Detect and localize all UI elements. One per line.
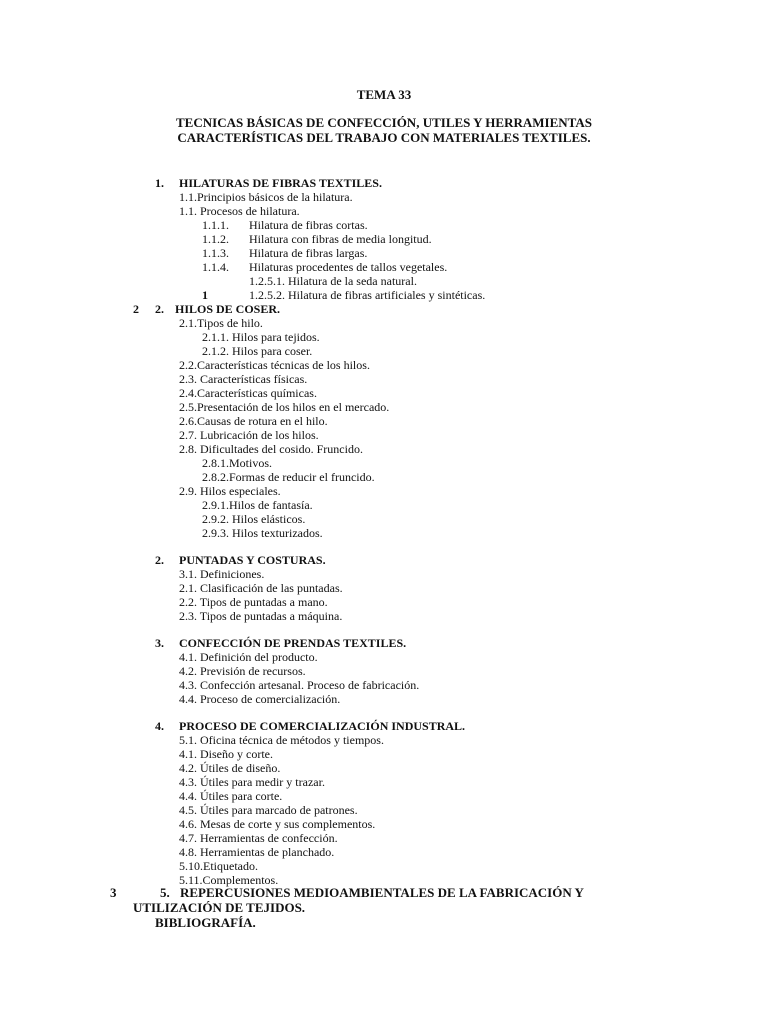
toc-item: 4.6. Mesas de corte y sus complementos. <box>179 817 376 831</box>
toc-item-number: 1.1.4. <box>202 260 229 274</box>
section-4-heading: CONFECCIÓN DE PRENDAS TEXTILES. <box>179 636 407 650</box>
page-title: TEMA 33 <box>356 87 412 102</box>
toc-item: 5.1. Oficina técnica de métodos y tiempos. <box>179 733 384 747</box>
section-6-number: 5. <box>160 885 170 900</box>
toc-item: 2.2. Tipos de puntadas a mano. <box>179 595 328 609</box>
margin-marker: 3 <box>110 885 117 900</box>
toc-item: 4.1. Definición del producto. <box>179 650 318 664</box>
section-6-heading-line-1: REPERCUSIONES MEDIOAMBIENTALES DE LA FABRICACIÓN Y <box>180 885 584 900</box>
toc-item: 2.7. Lubricación de los hilos. <box>179 428 319 442</box>
toc-item: 2.3. Características físicas. <box>179 372 308 386</box>
toc-item-number: 1.1.1. <box>202 218 229 232</box>
toc-item: 4.3. Confección artesanal. Proceso de fabricación. <box>179 678 420 692</box>
toc-item: 4.8. Herramientas de planchado. <box>179 845 335 859</box>
toc-item: 2.8.2.Formas de reducir el fruncido. <box>202 470 375 484</box>
section-5-number: 4. <box>155 719 164 733</box>
toc-item: Hilatura de fibras largas. <box>249 246 368 260</box>
toc-item: 2.2.Características técnicas de los hilos. <box>179 358 370 372</box>
section-1-number: 1. <box>155 176 164 190</box>
toc-item: 4.7. Herramientas de confección. <box>179 831 338 845</box>
section-2-number: 2. <box>155 302 164 316</box>
toc-item: 2.9.3. Hilos texturizados. <box>202 526 323 540</box>
toc-item-number: 1.1.2. <box>202 232 229 246</box>
section-4-number: 3. <box>155 636 164 650</box>
toc-item-number: 1.1.3. <box>202 246 229 260</box>
toc-item: 4.1. Diseño y corte. <box>179 747 273 761</box>
subtitle-line-2: CARACTERÍSTICAS DEL TRABAJO CON MATERIALES TEXTILES. <box>177 130 591 145</box>
toc-item: 2.8. Dificultades del cosido. Fruncido. <box>179 442 363 456</box>
toc-item: 4.4. Útiles para corte. <box>179 789 283 803</box>
toc-item: 2.9. Hilos especiales. <box>179 484 281 498</box>
toc-item: 2.6.Causas de rotura en el hilo. <box>179 414 328 428</box>
margin-marker: 2 <box>133 302 139 316</box>
bibliography-heading: BIBLIOGRAFÍA. <box>155 915 256 930</box>
section-3-heading: PUNTADAS Y COSTURAS. <box>179 553 326 567</box>
toc-item: Hilaturas procedentes de tallos vegetales. <box>249 260 448 274</box>
toc-item: 2.1. Clasificación de las puntadas. <box>179 581 343 595</box>
toc-item: 2.1.1. Hilos para tejidos. <box>202 330 320 344</box>
toc-item: 5.10.Etiquetado. <box>179 859 258 873</box>
toc-item: 4.2. Útiles de diseño. <box>179 761 281 775</box>
toc-item: 2.3. Tipos de puntadas a máquina. <box>179 609 343 623</box>
toc-item: 4.3. Útiles para medir y trazar. <box>179 775 325 789</box>
toc-item: Hilatura con fibras de media longitud. <box>249 232 432 246</box>
section-6-heading-line-2: UTILIZACIÓN DE TEJIDOS. <box>133 900 306 915</box>
toc-item: 2.5.Presentación de los hilos en el mercado. <box>179 400 390 414</box>
margin-marker: 1 <box>202 288 208 302</box>
toc-item: Hilatura de fibras cortas. <box>249 218 368 232</box>
section-2-heading: HILOS DE COSER. <box>175 302 281 316</box>
section-5-heading: PROCESO DE COMERCIALIZACIÓN INDUSTRAL. <box>179 719 466 733</box>
section-3-number: 2. <box>155 553 164 567</box>
section-1-heading: HILATURAS DE FIBRAS TEXTILES. <box>179 176 382 190</box>
toc-item: 4.4. Proceso de comercialización. <box>179 692 341 706</box>
toc-item: 2.1.2. Hilos para coser. <box>202 344 313 358</box>
toc-item: 1.2.5.2. Hilatura de fibras artificiales y sintéticas. <box>249 288 486 302</box>
toc-item: 2.1.Tipos de hilo. <box>179 316 263 330</box>
toc-item: 4.2. Previsión de recursos. <box>179 664 306 678</box>
toc-item: 5.11.Complementos. <box>179 873 279 887</box>
toc-item: 2.8.1.Motivos. <box>202 456 273 470</box>
toc-item: 2.9.2. Hilos elásticos. <box>202 512 306 526</box>
toc-item: 2.9.1.Hilos de fantasía. <box>202 498 313 512</box>
toc-item: 1.2.5.1. Hilatura de la seda natural. <box>249 274 417 288</box>
toc-item: 2.4.Características químicas. <box>179 386 317 400</box>
subtitle-line-1: TECNICAS BÁSICAS DE CONFECCIÓN, UTILES Y HERRAMIENTAS <box>176 115 592 130</box>
toc-item: 1.1. Procesos de hilatura. <box>179 204 300 218</box>
toc-item: 4.5. Útiles para marcado de patrones. <box>179 803 358 817</box>
toc-item: 1.1.Principios básicos de la hilatura. <box>179 190 353 204</box>
toc-item: 3.1. Definiciones. <box>179 567 265 581</box>
